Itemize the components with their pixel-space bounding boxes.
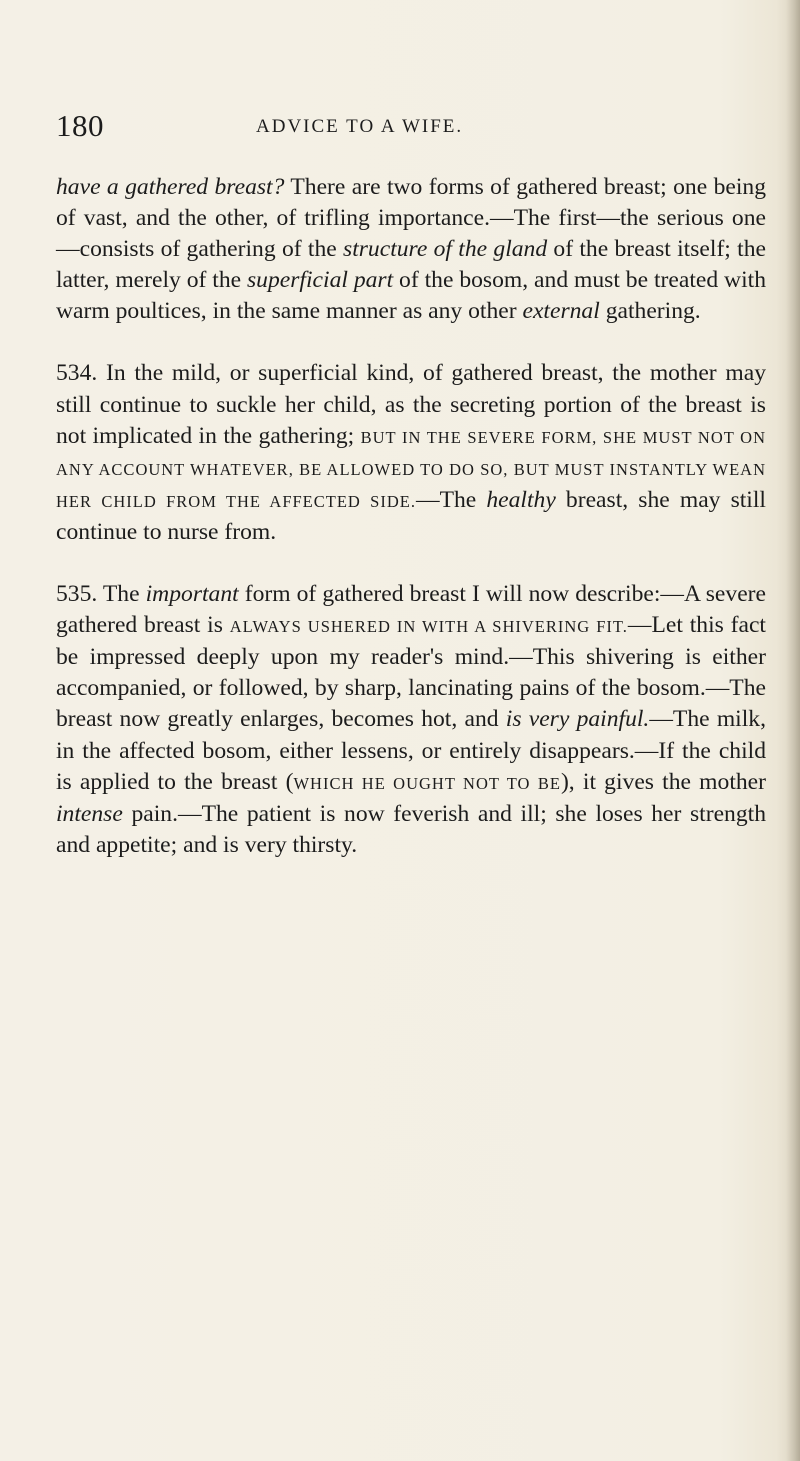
paragraph-continuation — [56, 172, 766, 327]
text-run: —The — [415, 486, 487, 513]
body-text — [56, 172, 766, 861]
italic-text: healthy — [486, 486, 556, 513]
italic-text: superficial part — [247, 267, 394, 294]
text-run: 534. In the mild, or superficial kind, of gathered breast, the mother may still continue to suckle her child, as the secreting portion of the breast is not implicated in the gathering; — [56, 360, 766, 449]
text-run: of the bosom, and must be treated with warm poultices, in the same manner as any other — [56, 267, 766, 325]
italic-text: is very painful. — [505, 706, 650, 733]
paragraph-535 — [56, 579, 766, 861]
text-run: There are two forms of gathered breast; one being of vast, and the other, of trifling importance.—The first—the serious one—consists of gathering of the — [56, 174, 766, 263]
text-run: breast, she may still continue to nurse from. — [56, 486, 766, 545]
page-number: 180 — [56, 108, 104, 143]
small-caps-text: BUT IN THE SEVERE FORM, SHE MUST NOT ON ANY ACCOUNT WHATEVER, BE ALLOWED TO DO SO, BUT MUST INSTANTLY WEAN HER CHILD FROM THE AFFECTED SIDE. — [56, 427, 766, 511]
page-edge-shadow — [786, 0, 800, 1461]
text-run: —The milk, in the affected bosom, either lessens, or entirely disappears.—If the child is applied to the breast ( — [56, 706, 766, 795]
italic-text: important — [145, 581, 239, 608]
small-caps-text: WHICH HE OUGHT NOT TO BE — [293, 773, 561, 793]
italic-text: external — [522, 298, 600, 325]
text-run: form of gathered breast I will now describe:—A severe gathered breast is — [56, 581, 767, 639]
running-head: ADVICE TO A WIFE. — [256, 116, 464, 137]
text-run: pain.—The patient is now feverish and ill; she loses her strength and appetite; and is very thirsty. — [56, 800, 766, 858]
text-run: ), it gives the mother — [560, 768, 766, 795]
italic-text: intense — [56, 800, 123, 827]
small-caps-text: ALWAYS USHERED IN WITH A SHIVERING FIT. — [229, 617, 628, 637]
text-run: 535. The — [56, 581, 146, 608]
text-run: of the breast itself; the latter, merely of the — [56, 236, 766, 294]
text-run: —Let this fact be impressed deeply upon my reader's mind.—This shivering is either accompanied, or followed, by sharp, lancinating pains of the bosom.—The breast now greatly enlarges, becomes hot, and — [56, 612, 766, 733]
page-header — [56, 108, 766, 148]
text-run: gathering. — [599, 298, 701, 325]
italic-text: structure of the gland — [343, 236, 548, 263]
paragraph-534 — [56, 358, 766, 548]
italic-text: have a gathered breast? — [56, 174, 285, 200]
